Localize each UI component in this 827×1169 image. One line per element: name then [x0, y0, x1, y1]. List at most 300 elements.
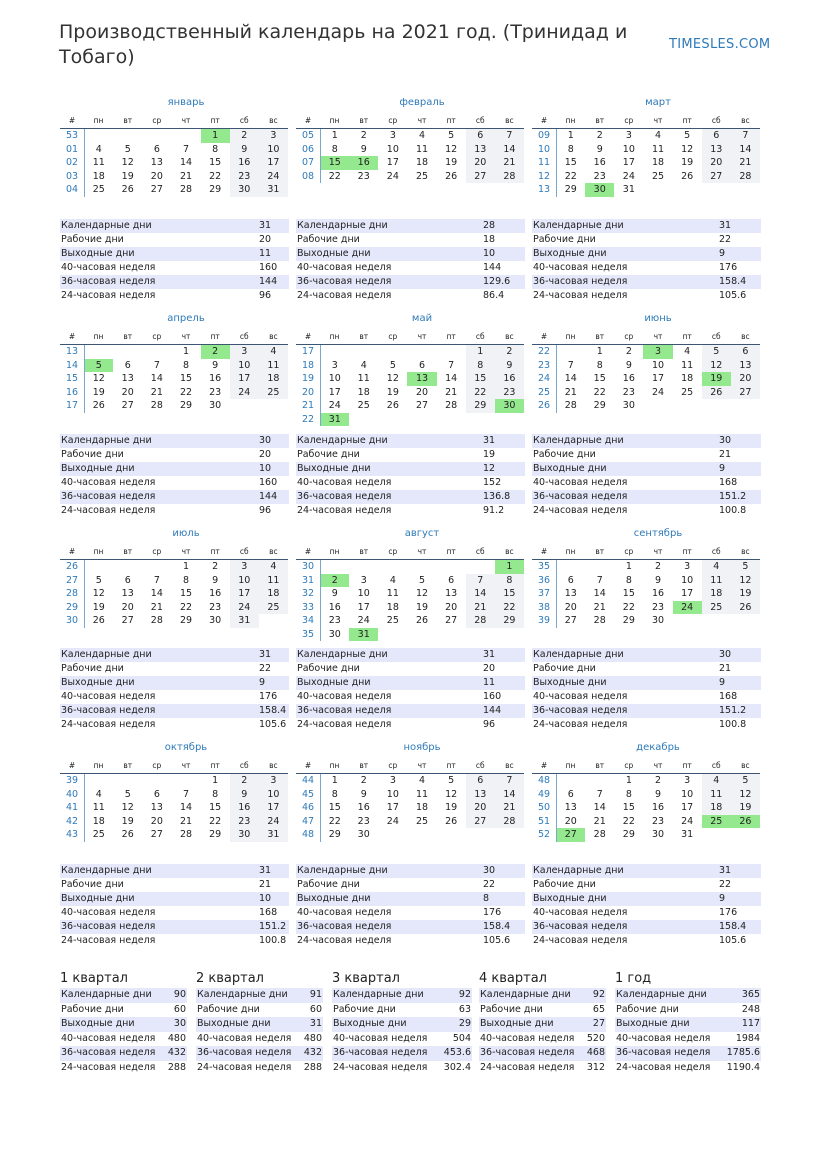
day-cell: 2	[212, 561, 219, 572]
quarter-stats	[196, 988, 323, 1075]
day-cell: 1	[466, 345, 495, 359]
week-number: 35	[296, 628, 320, 642]
day-cell: 10	[259, 143, 288, 157]
empty-cell	[731, 183, 760, 197]
week-row	[60, 359, 288, 373]
week-number: 06	[296, 143, 320, 157]
stat-value: 96	[259, 505, 272, 516]
day-cell: 21	[593, 601, 606, 613]
stat-label: 36-часовая неделя	[60, 490, 258, 504]
weekday-header: пт	[673, 543, 702, 560]
stat-value: 504	[452, 1032, 471, 1044]
day-cell: 17	[681, 588, 694, 599]
month-name: август	[404, 528, 440, 539]
day-cell: 24	[230, 601, 259, 615]
day-cell: 7	[182, 143, 190, 155]
day-cell: 25	[259, 601, 288, 615]
day-cell: 13	[564, 588, 577, 599]
day-cell: 15	[466, 372, 495, 386]
stat-label: Рабочие дни	[297, 663, 360, 674]
day-cell: 6	[418, 359, 426, 371]
stat-value: 158.4	[718, 275, 761, 289]
stat-value: 453.6	[439, 1046, 472, 1061]
day-cell: 27	[564, 615, 577, 626]
day-cell: 1	[182, 561, 190, 572]
stat-label: Выходные дни	[532, 676, 718, 690]
stat-value: 8	[482, 892, 525, 906]
weekday-header: сб	[702, 543, 731, 560]
week-row	[532, 372, 760, 386]
stat-label: Рабочие дни	[197, 1003, 260, 1015]
day-cell: 25	[415, 815, 429, 827]
day-cell: 4	[259, 345, 288, 359]
empty-cell	[407, 828, 436, 842]
weekday-header: чт	[643, 757, 672, 774]
stat-value: 129.6	[482, 275, 525, 289]
day-cell: 24	[328, 400, 341, 411]
day-cell: 23	[593, 170, 606, 182]
week-number: 50	[532, 801, 556, 815]
day-cell: 17	[230, 587, 259, 601]
stat-value: 105.6	[719, 290, 747, 301]
stat-label: Выходные дни	[296, 247, 482, 261]
week-number: 30	[60, 614, 84, 628]
day-cell: 18	[415, 157, 429, 168]
month-4	[60, 312, 288, 413]
stat-label: Календарные дни	[296, 219, 482, 233]
month-stats	[60, 219, 289, 303]
weekday-header: #	[296, 543, 320, 560]
day-cell: 15	[564, 157, 577, 168]
weekday-header: ср	[142, 757, 171, 774]
week-row	[532, 774, 760, 788]
day-cell: 10	[357, 588, 370, 599]
stat-label: 40-часовая неделя	[533, 691, 628, 702]
week-number: 08	[296, 170, 320, 184]
week-number: 05	[296, 129, 320, 143]
day-cell: 29	[622, 615, 635, 626]
month-stats	[296, 434, 525, 518]
quarter-stats	[479, 988, 606, 1075]
week-row	[60, 143, 288, 157]
stat-value: 30	[482, 864, 525, 878]
stat-value: 30	[718, 648, 761, 662]
day-cell: 12	[731, 788, 760, 802]
empty-cell	[84, 560, 113, 574]
month-6	[532, 312, 760, 413]
quarter-title: 1 квартал	[60, 971, 128, 986]
week-number: 31	[296, 574, 320, 588]
day-cell: 11	[651, 143, 665, 155]
month-name: июль	[172, 528, 200, 539]
weekday-header: чт	[643, 543, 672, 560]
week-number: 15	[60, 372, 84, 386]
week-row	[60, 170, 288, 184]
stat-label: 36-часовая неделя	[296, 275, 482, 289]
day-cell: 21	[593, 815, 606, 827]
empty-cell	[407, 345, 436, 359]
empty-cell	[437, 345, 466, 359]
day-cell: 26	[386, 400, 399, 411]
stat-value: 29	[439, 1017, 472, 1032]
day-cell: 5	[684, 130, 691, 141]
week-row	[532, 587, 760, 601]
day-cell: 25	[681, 386, 694, 398]
weekday-header: вс	[731, 543, 760, 560]
day-cell: 23	[230, 815, 259, 829]
stat-label: 40-часовая неделя	[61, 477, 156, 488]
day-cell: 21	[179, 170, 193, 182]
day-cell: 19	[445, 157, 458, 168]
day-cell: 27	[150, 829, 163, 840]
stat-label: 24-часовая неделя	[297, 935, 392, 946]
stat-value: 176	[719, 907, 738, 918]
empty-cell	[437, 413, 466, 427]
week-row	[296, 574, 524, 588]
stat-value: 152	[483, 477, 502, 488]
weekday-header: вт	[585, 543, 614, 560]
stat-label: 24-часовая неделя	[61, 935, 156, 946]
day-cell: 30	[495, 399, 524, 413]
week-number: 21	[296, 399, 320, 413]
day-cell: 8	[596, 359, 603, 371]
week-number: 48	[532, 774, 556, 788]
day-cell: 22	[179, 386, 193, 398]
stat-value: 151.2	[258, 920, 289, 934]
day-cell: 21	[150, 601, 163, 613]
stat-label: Календарные дни	[196, 988, 301, 1003]
weekday-header: сб	[702, 112, 731, 129]
week-number: 34	[296, 614, 320, 628]
stat-label: Календарные дни	[60, 988, 165, 1003]
stat-label: 40-часовая неделя	[297, 907, 392, 918]
week-number: 40	[60, 788, 84, 802]
weekday-header: вс	[495, 112, 524, 129]
stat-label: 24-часовая неделя	[533, 505, 628, 516]
day-cell: 4	[684, 346, 691, 357]
empty-cell	[556, 774, 585, 788]
week-row	[60, 801, 288, 815]
empty-cell	[556, 345, 585, 359]
weekday-header: сб	[230, 757, 259, 774]
day-cell: 10	[328, 373, 341, 384]
empty-cell	[702, 399, 731, 413]
day-cell: 21	[445, 386, 458, 398]
week-number: 42	[60, 815, 84, 829]
week-number: 49	[532, 788, 556, 802]
day-cell: 17	[651, 373, 665, 384]
empty-cell	[113, 129, 142, 143]
day-cell: 12	[121, 802, 134, 813]
weekday-header: пт	[437, 328, 466, 345]
stat-value: 63	[458, 1003, 471, 1015]
day-cell: 19	[386, 386, 399, 398]
stat-label: 24-часовая неделя	[297, 290, 392, 301]
day-cell: 20	[702, 156, 731, 170]
day-cell: 30	[651, 829, 665, 840]
month-stats	[60, 434, 289, 518]
stat-value: 90	[165, 988, 187, 1003]
day-cell: 30	[209, 400, 222, 411]
stat-value: 31	[258, 648, 289, 662]
empty-cell	[556, 560, 585, 574]
day-cell: 5	[389, 359, 396, 371]
day-cell: 29	[495, 614, 524, 628]
week-number: 46	[296, 801, 320, 815]
day-cell: 1	[495, 560, 524, 574]
stat-value: 9	[718, 892, 761, 906]
day-cell: 31	[259, 828, 288, 842]
empty-cell	[437, 560, 466, 574]
day-cell: 19	[702, 372, 731, 386]
day-cell: 31	[349, 628, 378, 642]
day-cell: 23	[651, 601, 665, 613]
stat-value: 312	[586, 1061, 605, 1073]
day-cell: 5	[702, 345, 731, 359]
week-number: 22	[296, 413, 320, 427]
weekday-header: вс	[259, 112, 288, 129]
week-number: 04	[60, 183, 84, 197]
stat-value: 288	[303, 1061, 322, 1073]
stat-label: 24-часовая неделя	[61, 719, 156, 730]
stat-value: 20	[259, 234, 272, 245]
month-grid	[532, 543, 760, 628]
weekday-header: чт	[407, 328, 436, 345]
day-cell: 28	[179, 184, 193, 195]
day-cell: 20	[731, 372, 760, 386]
day-cell: 15	[179, 588, 193, 599]
week-number: 07	[296, 156, 320, 170]
stat-value: 60	[309, 1003, 322, 1015]
day-cell: 17	[259, 801, 288, 815]
day-cell: 11	[681, 359, 694, 371]
day-cell: 5	[731, 560, 760, 574]
stat-value: 20	[483, 663, 496, 674]
quarter-stats	[60, 988, 187, 1075]
day-cell: 14	[179, 157, 193, 168]
month-11	[296, 741, 524, 842]
day-cell: 23	[622, 386, 635, 398]
month-12	[532, 741, 760, 842]
stat-label: Выходные дни	[296, 676, 482, 690]
day-cell: 13	[407, 372, 436, 386]
stat-value: 144	[258, 275, 289, 289]
stat-value: 1984	[735, 1032, 760, 1044]
stat-value: 158.4	[718, 920, 761, 934]
day-cell: 3	[259, 129, 288, 143]
weekday-header: пт	[673, 112, 702, 129]
empty-cell	[84, 774, 113, 788]
day-cell: 20	[564, 601, 577, 613]
week-row	[532, 345, 760, 359]
stat-label: Рабочие дни	[61, 663, 124, 674]
month-stats	[532, 434, 761, 518]
day-cell: 28	[593, 615, 606, 626]
day-cell: 14	[495, 788, 524, 802]
stat-value: 248	[741, 1003, 760, 1015]
day-cell: 16	[622, 373, 635, 384]
day-cell: 15	[593, 373, 606, 384]
weekday-header: вс	[495, 543, 524, 560]
month-name: апрель	[167, 313, 205, 324]
stat-label: Выходные дни	[479, 1017, 584, 1032]
day-cell: 19	[121, 815, 134, 827]
weekday-header: #	[296, 112, 320, 129]
day-cell: 24	[259, 815, 288, 829]
stat-value: 65	[592, 1003, 605, 1015]
stat-value: 158.4	[258, 704, 289, 718]
day-cell: 28	[150, 615, 163, 626]
site-logo[interactable]: TIMESLES.COM	[669, 37, 771, 52]
day-cell: 12	[445, 143, 458, 155]
day-cell: 1	[567, 130, 574, 141]
day-cell: 11	[702, 574, 731, 588]
day-cell: 18	[92, 815, 105, 827]
day-cell: 18	[702, 587, 731, 601]
day-cell: 7	[567, 359, 574, 371]
day-cell: 24	[259, 170, 288, 184]
stat-value: 168	[259, 907, 278, 918]
weekday-header: ср	[378, 112, 407, 129]
day-cell: 7	[153, 359, 160, 371]
day-cell: 5	[124, 143, 131, 155]
day-cell: 10	[622, 143, 635, 155]
day-cell: 27	[466, 170, 495, 184]
day-cell: 29	[466, 399, 495, 413]
day-cell: 13	[466, 788, 495, 802]
month-name: май	[411, 313, 433, 324]
weekday-header: пт	[437, 112, 466, 129]
week-number: 39	[60, 774, 84, 788]
week-number: 53	[60, 129, 84, 143]
day-cell: 22	[209, 815, 222, 827]
day-cell: 15	[179, 373, 193, 384]
day-cell: 21	[179, 815, 193, 827]
stat-label: Рабочие дни	[61, 879, 124, 890]
day-cell: 10	[230, 574, 259, 588]
stat-label: Выходные дни	[60, 247, 258, 261]
stat-label: Выходные дни	[296, 892, 482, 906]
day-cell: 3	[230, 345, 259, 359]
day-cell: 4	[418, 130, 426, 141]
stat-value: 31	[482, 648, 525, 662]
day-cell: 26	[92, 615, 105, 626]
weekday-header: вт	[113, 543, 142, 560]
week-number: 19	[296, 372, 320, 386]
day-cell: 11	[702, 788, 731, 802]
week-row	[296, 359, 524, 373]
day-cell: 8	[567, 143, 574, 155]
month-stats	[532, 219, 761, 303]
empty-cell	[702, 828, 731, 842]
day-cell: 14	[495, 143, 524, 157]
stat-label: 40-часовая неделя	[61, 691, 156, 702]
day-cell: 16	[651, 802, 665, 813]
stat-label: 24-часовая неделя	[61, 1061, 156, 1073]
week-row	[532, 129, 760, 143]
day-cell: 26	[445, 170, 458, 182]
week-number: 25	[532, 386, 556, 400]
day-cell: 29	[179, 615, 193, 626]
stat-label: 36-часовая неделя	[532, 490, 718, 504]
stat-label: 24-часовая неделя	[297, 719, 392, 730]
stat-label: Календарные дни	[479, 988, 584, 1003]
stat-label: Выходные дни	[60, 676, 258, 690]
stat-label: Календарные дни	[532, 648, 718, 662]
weekday-header: ср	[614, 112, 643, 129]
day-cell: 18	[259, 587, 288, 601]
day-cell: 10	[681, 574, 694, 586]
stat-value: 96	[259, 290, 272, 301]
day-cell: 10	[259, 788, 288, 802]
day-cell: 14	[731, 143, 760, 157]
day-cell: 30	[585, 183, 614, 197]
day-cell: 8	[182, 359, 190, 371]
day-cell: 10	[230, 359, 259, 373]
month-grid	[296, 328, 524, 426]
stat-value: 31	[718, 864, 761, 878]
week-row	[296, 614, 524, 628]
weekday-header: пт	[201, 328, 230, 345]
day-cell: 23	[209, 601, 222, 613]
stat-label: Рабочие дни	[533, 449, 596, 460]
day-cell: 6	[466, 774, 495, 788]
day-cell: 3	[643, 345, 672, 359]
weekday-header: чт	[171, 757, 200, 774]
week-row	[60, 129, 288, 143]
empty-cell	[585, 774, 614, 788]
day-cell: 9	[360, 143, 367, 155]
day-cell: 23	[328, 615, 341, 626]
month-10	[60, 741, 288, 842]
day-cell: 19	[92, 386, 105, 398]
day-cell: 12	[415, 588, 429, 599]
empty-cell	[702, 183, 731, 197]
day-cell: 13	[466, 143, 495, 157]
stat-value: 100.8	[719, 719, 747, 730]
day-cell: 22	[466, 386, 495, 400]
day-cell: 14	[593, 802, 606, 813]
day-cell: 21	[495, 156, 524, 170]
day-cell: 16	[328, 601, 341, 613]
week-row	[532, 828, 760, 842]
stat-label: Рабочие дни	[533, 879, 596, 890]
weekday-header: чт	[407, 112, 436, 129]
stat-value: 10	[258, 462, 289, 476]
weekday-header: пт	[201, 757, 230, 774]
day-cell: 2	[625, 346, 632, 357]
week-number: 43	[60, 828, 84, 842]
weekday-header: пн	[556, 543, 585, 560]
day-cell: 28	[495, 170, 524, 184]
day-cell: 8	[182, 574, 190, 586]
week-row	[60, 774, 288, 788]
month-stats	[296, 219, 525, 303]
day-cell: 9	[596, 143, 603, 155]
empty-cell	[437, 828, 466, 842]
week-row	[296, 828, 524, 842]
day-cell: 29	[179, 400, 193, 411]
stat-label: 24-часовая неделя	[533, 935, 628, 946]
quarter-title: 1 год	[615, 971, 652, 986]
stat-value: 9	[718, 676, 761, 690]
weekday-header: вт	[113, 328, 142, 345]
day-cell: 9	[331, 588, 338, 599]
week-number: 14	[60, 359, 84, 373]
stat-label: 36-часовая неделя	[532, 704, 718, 718]
day-cell: 15	[622, 802, 635, 813]
month-stats	[296, 864, 525, 948]
